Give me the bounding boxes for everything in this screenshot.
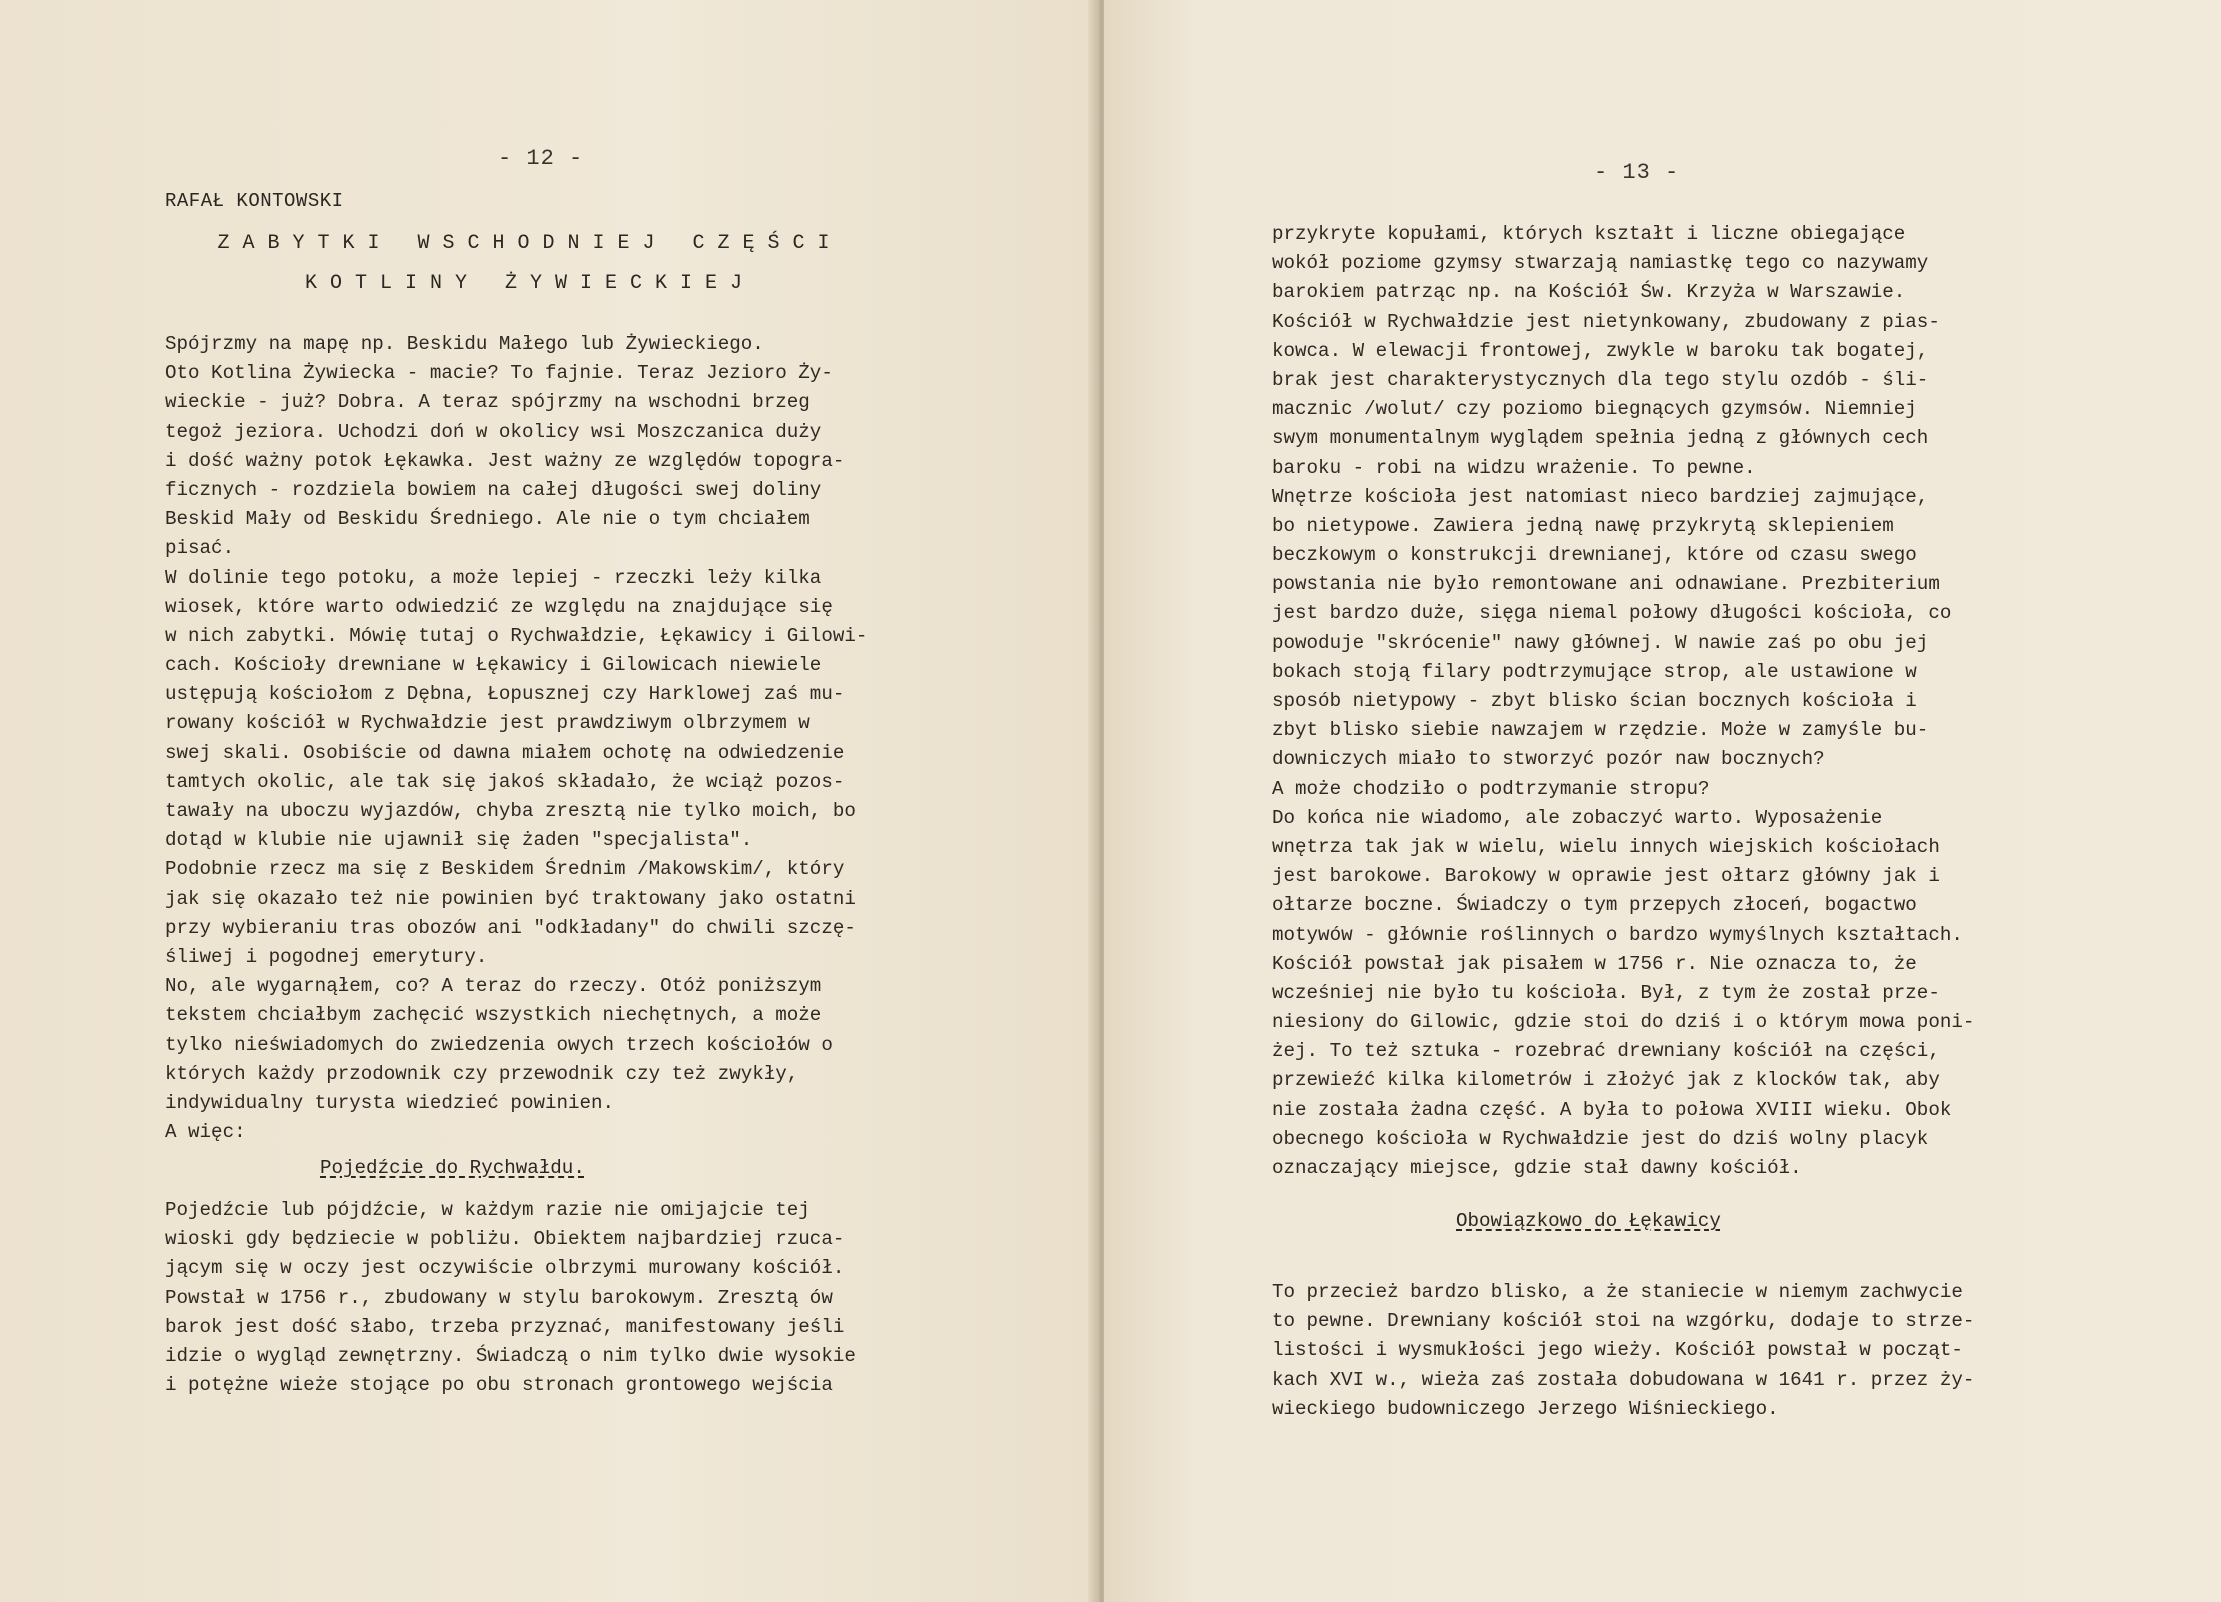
page-number: - 13 - [1594, 160, 1680, 185]
paragraph-rychwald [165, 1196, 856, 1400]
text-line: Beskid Mały od Beskidu Średniego. Ale nie o tym chciałem [165, 508, 810, 531]
text-line: Oto Kotlina Żywiecka - macie? To fajnie. Teraz Jezioro Ży- [165, 362, 833, 385]
text-line: Kościół w Rychwałdzie jest nietynkowany, zbudowany z pias- [1272, 310, 1940, 333]
text-line: obecnego kościoła w Rychwałdzie jest do dziś wolny placyk [1272, 1127, 1929, 1150]
text-line: kach XVI w., wieża zaś została dobudowana w 1641 r. przez ży- [1272, 1368, 1975, 1391]
text-line: jest bardzo duże, sięga niemal połowy długości kościoła, co [1272, 602, 1952, 625]
text-line: ficznych - rozdziela bowiem na całej długości swej doliny [165, 478, 822, 501]
text-line: to pewne. Drewniany kościół stoi na wzgórku, dodaje to strze- [1272, 1310, 1975, 1333]
article-title-line-2: KOTLINY ŻYWIECKIEJ [304, 272, 756, 295]
section-heading-lekawica: Obowiązkowo do Łękawicy [1456, 1210, 1721, 1232]
text-line: downiczych miało to stworzyć pozór naw bocznych? [1272, 748, 1825, 771]
paragraph-lekawica [1272, 1278, 1974, 1424]
text-line: jak się okazało też nie powinien być traktowany jako ostatni [165, 887, 856, 910]
text-line: nie została żadna część. A była to połowa XVIII wieku. Obok [1272, 1098, 1952, 1121]
text-line: powstania nie było remontowane ani odnawiane. Prezbiterium [1272, 573, 1940, 596]
text-line: bokach stoją filary podtrzymujące strop, ale ustawione w [1272, 660, 1917, 683]
text-line: Do końca nie wiadomo, ale zobaczyć warto. Wyposażenie [1272, 806, 1883, 829]
text-line: swej skali. Osobiście od dawna miałem ochotę na odwiedzenie [165, 741, 845, 764]
text-line: wieckiego budowniczego Jerzego Wiśnieckiego. [1272, 1397, 1779, 1420]
text-line: cach. Kościoły drewniane w Łękawicy i Gilowicach niewiele [165, 654, 822, 677]
text-line: listości i wysmukłości jego wieży. Kościół powstał w począt- [1272, 1339, 1963, 1362]
author-name: RAFAŁ KONTOWSKI [165, 190, 344, 212]
right-page [1104, 0, 2221, 1602]
text-line: brak jest charakterystycznych dla tego stylu ozdób - śli- [1272, 368, 1929, 391]
paragraph-intro [165, 330, 867, 1147]
text-line: Podobnie rzecz ma się z Beskidem Średnim /Makowskim/, który [165, 858, 845, 881]
text-line: macznic /wolut/ czy poziomo biegnących gzymsów. Niemniej [1272, 398, 1917, 421]
page-number: - 12 - [498, 146, 584, 171]
text-line: tegoż jeziora. Uchodzi doń w okolicy wsi Moszczanica duży [165, 420, 822, 443]
text-line: i dość ważny potok Łękawka. Jest ważny ze względów topogra- [165, 449, 845, 472]
text-line: tylko nieświadomych do zwiedzenia owych trzech kościołów o [165, 1033, 833, 1056]
text-line: tawały na uboczu wyjazdów, chyba zresztą nie tylko moich, bo [165, 800, 856, 822]
text-line: w nich zabytki. Mówię tutaj o Rychwałdzie, Łękawicy i Gilowi- [165, 624, 868, 647]
text-line: ustępują kościołom z Dębna, Łopusznej czy Harklowej zaś mu- [165, 683, 845, 706]
text-line: To przecież bardzo blisko, a że staniecie w niemym zachwycie [1272, 1281, 1963, 1303]
text-line: wcześniej nie było tu kościoła. Był, z tym że został prze- [1272, 981, 1940, 1004]
text-line: barokiem patrząc np. na Kościół Św. Krzyża w Warszawie. [1272, 281, 1906, 304]
text-line: oznaczający miejsce, gdzie stał dawny kościół. [1272, 1157, 1802, 1179]
text-line: i potężne wieże stojące po obu stronach grontowego wejścia [165, 1374, 833, 1397]
text-line: śliwej i pogodnej emerytury. [165, 945, 488, 968]
text-line: A więc: [165, 1121, 246, 1144]
text-line: tamtych okolic, ale tak się jakoś składało, że wciąż pozos- [165, 770, 845, 793]
text-line: motywów - głównie roślinnych o bardzo wymyślnych kształtach. [1272, 923, 1963, 946]
text-line: sposób nietypowy - zbyt blisko ścian bocznych kościoła i [1272, 690, 1917, 712]
text-line: rowany kościół w Rychwałdzie jest prawdziwym olbrzymem w [165, 712, 810, 735]
text-line: idzie o wygląd zewnętrzny. Świadczą o nim tylko dwie wysokie [165, 1344, 856, 1367]
text-line: No, ale wygarnąłem, co? A teraz do rzeczy. Otóż poniższym [165, 975, 822, 998]
text-line: beczkowym o konstrukcji drewnianej, które od czasu swego [1272, 544, 1917, 567]
text-line: Pojedźcie lub pójdźcie, w każdym razie nie omijajcie tej [165, 1199, 810, 1221]
text-line: jącym się w oczy jest oczywiście olbrzymi murowany kościół. [165, 1257, 845, 1280]
paragraph-rychwald-continued [1272, 220, 1974, 1183]
text-line: Wnętrze kościoła jest natomiast nieco bardziej zajmujące, [1272, 485, 1929, 508]
left-page [0, 0, 1096, 1602]
text-line: jest barokowe. Barokowy w oprawie jest ołtarz główny jak i [1272, 865, 1940, 888]
text-line: dotąd w klubie nie ujawnił się żaden "specjalista". [165, 829, 753, 852]
section-heading-rychwald: Pojedźcie do Rychwałdu. [320, 1157, 585, 1179]
text-line: indywidualny turysta wiedzieć powinien. [165, 1091, 615, 1114]
text-line: W dolinie tego potoku, a może lepiej - rzeczki leży kilka [165, 566, 822, 589]
text-line: wnętrza tak jak w wielu, wielu innych wiejskich kościołach [1272, 835, 1940, 858]
text-line: pisać. [165, 537, 235, 560]
text-line: wioski gdy będziecie w pobliżu. Obiektem najbardziej rzuca- [165, 1228, 845, 1251]
text-line: żej. To też sztuka - rozebrać drewniany kościół na części, [1272, 1040, 1940, 1063]
text-line: Powstał w 1756 r., zbudowany w stylu barokowym. Zresztą ów [165, 1286, 833, 1309]
text-line: wiosek, które warto odwiedzić ze względu na znajdujące się [165, 595, 833, 618]
text-line: bo nietypowe. Zawiera jedną nawę przykrytą sklepieniem [1272, 514, 1894, 537]
text-line: baroku - robi na widzu wrażenie. To pewne. [1272, 456, 1756, 479]
text-line: kowca. W elewacji frontowej, zwykle w baroku tak bogatej, [1272, 339, 1929, 362]
text-line: A może chodziło o podtrzymanie stropu? [1272, 777, 1710, 800]
article-title-line-1: ZABYTKI WSCHODNIEJ CZĘŚCI [217, 232, 843, 255]
text-line: swym monumentalnym wyglądem spełnia jedną z głównych cech [1272, 427, 1929, 450]
text-line: wokół poziome gzymsy stwarzają namiastkę tego co nazywamy [1272, 252, 1929, 275]
text-line: Spójrzmy na mapę np. Beskidu Małego lub Żywieckiego. [165, 333, 764, 355]
text-line: barok jest dość słabo, trzeba przyznać, manifestowany jeśli [165, 1315, 845, 1338]
text-line: wieckie - już? Dobra. A teraz spójrzmy na wschodni brzeg [165, 391, 810, 414]
text-line: przy wybieraniu tras obozów ani "odkładany" do chwili szczę- [165, 916, 856, 939]
text-line: niesiony do Gilowic, gdzie stoi do dziś i o którym mowa poni- [1272, 1011, 1975, 1034]
text-line: przewieźć kilka kilometrów i złożyć jak z klocków tak, aby [1272, 1069, 1940, 1092]
text-line: ołtarze boczne. Świadczy o tym przepych złoceń, bogactwo [1272, 894, 1917, 917]
text-line: Kościół powstał jak pisałem w 1756 r. Nie oznacza to, że [1272, 952, 1917, 975]
text-line: tekstem chciałbym zachęcić wszystkich niechętnych, a może [165, 1004, 822, 1027]
text-line: których każdy przodownik czy przewodnik czy też zwykły, [165, 1062, 799, 1085]
text-line: powoduje "skrócenie" nawy głównej. W nawie zaś po obu jej [1272, 631, 1929, 654]
text-line: zbyt blisko siebie nawzajem w rzędzie. Może w zamyśle bu- [1272, 719, 1929, 742]
text-line: przykryte kopułami, których kształt i liczne obiegające [1272, 223, 1906, 245]
